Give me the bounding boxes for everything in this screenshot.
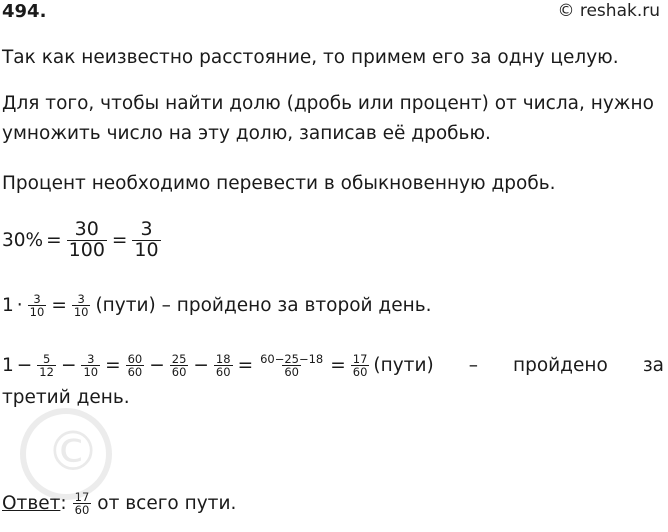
eq1-f2-denominator: 10 [134, 238, 159, 261]
paragraph-intro: Так как неизвестно расстояние, то примем его за одну целую. [2, 47, 619, 68]
eq1-f1-numerator: 30 [74, 218, 99, 240]
eq3-f-numerator: 60−25−18 [260, 351, 324, 366]
eq2-equals: = [51, 295, 67, 316]
eq1-f1-denominator: 100 [68, 238, 105, 261]
eq3-one: 1 [2, 355, 14, 376]
eq2-tail-text: (пути) – пройдено за второй день. [95, 295, 432, 316]
equation-third-day [2, 352, 664, 379]
equation-percent-to-fraction [2, 220, 163, 261]
eq1-lhs: 30% [2, 229, 44, 251]
problem-number: 494. [2, 1, 47, 22]
answer-tail: от всего пути. [97, 493, 237, 514]
answer-colon: : [60, 493, 67, 514]
eq3-tail-b: – [468, 355, 478, 376]
eq3-fraction-f [258, 353, 325, 378]
eq3-fraction-e [214, 353, 233, 378]
eq1-fraction-2 [132, 220, 160, 261]
eq3-tail [373, 352, 664, 379]
eq2-f1-denominator: 10 [29, 305, 45, 319]
eq3-fraction-a [37, 353, 56, 378]
eq3-a-denominator: 12 [39, 365, 54, 379]
eq1-equals-1: = [46, 229, 62, 251]
eq3-equals-1: = [105, 355, 121, 376]
eq3-line2: третий день. [2, 387, 130, 408]
eq3-tail-a: (пути) [373, 355, 434, 376]
eq3-b-numerator: 3 [87, 351, 95, 366]
eq1-equals-2: = [111, 229, 128, 251]
eq3-f-denominator: 60 [284, 365, 299, 379]
eq3-equals-2: = [237, 355, 254, 376]
answer-numerator: 17 [74, 489, 90, 504]
eq2-one: 1 [2, 295, 14, 316]
eq3-b-denominator: 10 [83, 365, 99, 379]
eq3-equals-3: = [330, 355, 346, 376]
answer-line [2, 490, 236, 517]
eq3-g-numerator: 17 [352, 351, 368, 366]
copyright-watermark-glyph: © [46, 420, 100, 483]
eq3-tail-c: пройдено [513, 355, 608, 376]
eq1-f2-numerator: 3 [140, 218, 153, 240]
eq3-minus-2: − [60, 355, 77, 376]
eq3-c-denominator: 60 [127, 365, 143, 379]
eq3-fraction-d [170, 353, 189, 378]
answer-label: Ответ [2, 493, 61, 514]
eq3-minus-4: − [193, 355, 209, 376]
paragraph-percent: Процент необходимо перевести в обыкновенную дробь. [2, 173, 556, 194]
eq2-dot: · [16, 295, 23, 316]
equation-second-day [2, 292, 431, 319]
eq3-g-denominator: 60 [352, 365, 368, 379]
eq3-d-denominator: 60 [171, 365, 187, 379]
paragraph-rule-line1: Для того, чтобы найти долю (дробь или процент) от числа, нужно [2, 93, 654, 114]
eq2-f1-numerator: 3 [33, 291, 41, 306]
eq3-e-denominator: 60 [215, 365, 231, 379]
eq2-fraction-2 [72, 293, 91, 318]
answer-denominator: 60 [74, 503, 90, 517]
eq2-f2-numerator: 3 [77, 291, 85, 306]
eq3-e-numerator: 18 [215, 351, 231, 366]
eq1-fraction-1 [67, 220, 107, 261]
eq3-fraction-b [81, 353, 100, 378]
eq3-a-numerator: 5 [42, 351, 51, 366]
eq2-fraction-1 [28, 293, 47, 318]
paragraph-rule-line2: умножить число на эту долю, записав её дробью. [2, 123, 491, 144]
eq3-d-numerator: 25 [171, 351, 187, 366]
site-watermark-label: © reshak.ru [557, 1, 660, 21]
eq3-c-numerator: 60 [127, 351, 143, 366]
eq3-minus-3: − [149, 355, 165, 376]
eq3-fraction-c [126, 353, 145, 378]
eq2-f2-denominator: 10 [73, 305, 89, 319]
eq3-fraction-g [351, 353, 370, 378]
eq3-tail-d: за [642, 355, 664, 376]
eq3-minus-1: − [16, 355, 33, 376]
